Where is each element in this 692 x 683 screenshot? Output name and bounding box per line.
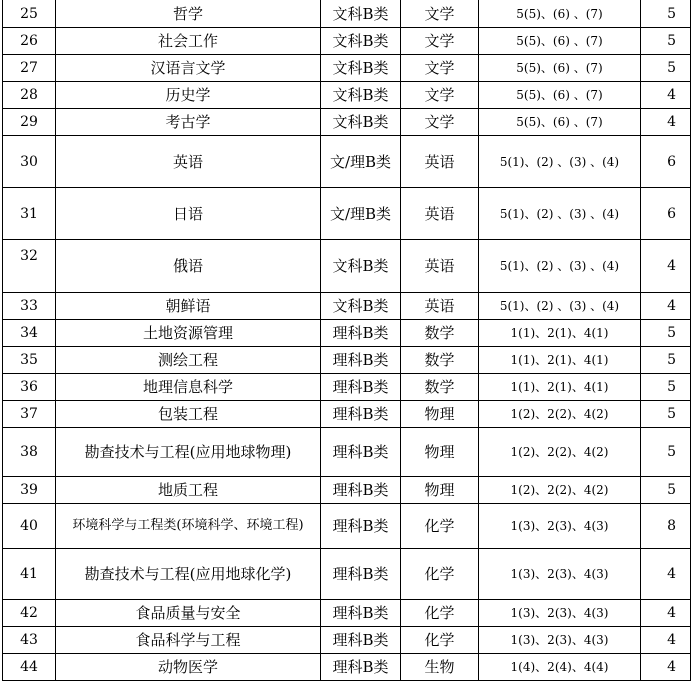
chosen-subjects-cell: 5(1)、(2) 、(3) 、(4): [479, 188, 641, 240]
subject-cell: 物理: [401, 477, 479, 504]
row-number: 29: [3, 109, 56, 136]
major-name: 包装工程: [56, 401, 321, 428]
chosen-subjects-cell: 1(1)、2(1)、4(1): [479, 374, 641, 401]
category-cell: 理科B类: [321, 428, 401, 477]
count-cell: 4: [641, 82, 691, 109]
subject-cell: 数学: [401, 320, 479, 347]
count-cell: 5: [641, 347, 691, 374]
category-cell: 文/理B类: [321, 188, 401, 240]
subject-cell: 化学: [401, 504, 479, 549]
major-name: 俄语: [56, 240, 321, 293]
subject-cell: 生物: [401, 654, 479, 681]
subject-cell: 英语: [401, 293, 479, 320]
table-row: [3, 136, 691, 188]
table-row: [3, 401, 691, 428]
subject-cell: 文学: [401, 28, 479, 55]
row-number: 31: [3, 188, 56, 240]
category-cell: 理科B类: [321, 600, 401, 627]
category-cell: 理科B类: [321, 374, 401, 401]
table-row: [3, 55, 691, 82]
subject-cell: 文学: [401, 0, 479, 28]
table-row: [3, 428, 691, 477]
chosen-subjects-cell: 5(5)、(6) 、(7): [479, 82, 641, 109]
table-row: [3, 347, 691, 374]
row-number: 30: [3, 136, 56, 188]
major-name: 考古学: [56, 109, 321, 136]
chosen-subjects-cell: 1(1)、2(1)、4(1): [479, 347, 641, 374]
majors-table-body: [3, 0, 691, 681]
chosen-subjects-cell: 1(3)、2(3)、4(3): [479, 504, 641, 549]
chosen-subjects-cell: 1(2)、2(2)、4(2): [479, 401, 641, 428]
major-name: 哲学: [56, 0, 321, 28]
category-cell: 理科B类: [321, 504, 401, 549]
category-cell: 文科B类: [321, 109, 401, 136]
row-number: 36: [3, 374, 56, 401]
table-row: [3, 549, 691, 600]
count-cell: 6: [641, 136, 691, 188]
category-cell: 理科B类: [321, 627, 401, 654]
count-cell: 4: [641, 600, 691, 627]
subject-cell: 数学: [401, 374, 479, 401]
row-number: 32: [3, 240, 56, 293]
major-name: 地质工程: [56, 477, 321, 504]
count-cell: 5: [641, 55, 691, 82]
count-cell: 5: [641, 320, 691, 347]
row-number: 39: [3, 477, 56, 504]
subject-cell: 英语: [401, 136, 479, 188]
subject-cell: 化学: [401, 549, 479, 600]
category-cell: 文科B类: [321, 240, 401, 293]
major-name: 测绘工程: [56, 347, 321, 374]
chosen-subjects-cell: 5(1)、(2) 、(3) 、(4): [479, 240, 641, 293]
table-row: [3, 654, 691, 681]
category-cell: 理科B类: [321, 401, 401, 428]
row-number: 40: [3, 504, 56, 549]
row-number: 43: [3, 627, 56, 654]
chosen-subjects-cell: 1(3)、2(3)、4(3): [479, 600, 641, 627]
count-cell: 5: [641, 477, 691, 504]
chosen-subjects-cell: 5(5)、(6) 、(7): [479, 55, 641, 82]
row-number: 35: [3, 347, 56, 374]
majors-table: [2, 0, 691, 681]
chosen-subjects-cell: 5(5)、(6) 、(7): [479, 109, 641, 136]
chosen-subjects-cell: 5(1)、(2) 、(3) 、(4): [479, 293, 641, 320]
row-number: 25: [3, 0, 56, 28]
table-row: [3, 109, 691, 136]
count-cell: 4: [641, 654, 691, 681]
table-row: [3, 188, 691, 240]
table-row: [3, 627, 691, 654]
count-cell: 6: [641, 188, 691, 240]
subject-cell: 英语: [401, 240, 479, 293]
category-cell: 理科B类: [321, 320, 401, 347]
major-name: 汉语言文学: [56, 55, 321, 82]
table-row: [3, 28, 691, 55]
subject-cell: 物理: [401, 401, 479, 428]
category-cell: 文科B类: [321, 82, 401, 109]
subject-cell: 物理: [401, 428, 479, 477]
chosen-subjects-cell: 1(3)、2(3)、4(3): [479, 627, 641, 654]
count-cell: 5: [641, 28, 691, 55]
major-name: 日语: [56, 188, 321, 240]
chosen-subjects-cell: 1(2)、2(2)、4(2): [479, 477, 641, 504]
table-row: [3, 240, 691, 293]
count-cell: 5: [641, 374, 691, 401]
category-cell: 理科B类: [321, 477, 401, 504]
table-row: [3, 374, 691, 401]
subject-cell: 文学: [401, 55, 479, 82]
table-row: [3, 0, 691, 28]
major-name: 食品科学与工程: [56, 627, 321, 654]
major-name: 土地资源管理: [56, 320, 321, 347]
category-cell: 文科B类: [321, 55, 401, 82]
row-number: 27: [3, 55, 56, 82]
category-cell: 理科B类: [321, 549, 401, 600]
table-row: [3, 293, 691, 320]
row-number: 33: [3, 293, 56, 320]
category-cell: 理科B类: [321, 347, 401, 374]
table-row: [3, 504, 691, 549]
subject-cell: 文学: [401, 109, 479, 136]
table-row: [3, 320, 691, 347]
category-cell: 文/理B类: [321, 136, 401, 188]
chosen-subjects-cell: 5(5)、(6) 、(7): [479, 0, 641, 28]
chosen-subjects-cell: 1(3)、2(3)、4(3): [479, 549, 641, 600]
row-number: 37: [3, 401, 56, 428]
count-cell: 8: [641, 504, 691, 549]
row-number: 28: [3, 82, 56, 109]
major-name: 朝鲜语: [56, 293, 321, 320]
count-cell: 5: [641, 0, 691, 28]
count-cell: 4: [641, 109, 691, 136]
category-cell: 文科B类: [321, 0, 401, 28]
major-name: 动物医学: [56, 654, 321, 681]
table-row: [3, 82, 691, 109]
row-number: 34: [3, 320, 56, 347]
chosen-subjects-cell: 1(2)、2(2)、4(2): [479, 428, 641, 477]
count-cell: 4: [641, 627, 691, 654]
subject-cell: 英语: [401, 188, 479, 240]
row-number: 41: [3, 549, 56, 600]
count-cell: 4: [641, 549, 691, 600]
category-cell: 理科B类: [321, 654, 401, 681]
table-row: [3, 477, 691, 504]
count-cell: 4: [641, 293, 691, 320]
row-number: 44: [3, 654, 56, 681]
major-name: 英语: [56, 136, 321, 188]
chosen-subjects-cell: 5(1)、(2) 、(3) 、(4): [479, 136, 641, 188]
category-cell: 文科B类: [321, 28, 401, 55]
table-row: [3, 600, 691, 627]
category-cell: 文科B类: [321, 293, 401, 320]
major-name: 勘查技术与工程(应用地球化学): [56, 549, 321, 600]
major-name: 社会工作: [56, 28, 321, 55]
major-name: 勘查技术与工程(应用地球物理): [56, 428, 321, 477]
major-name: 环境科学与工程类(环境科学、环境工程): [56, 504, 321, 549]
row-number: 26: [3, 28, 56, 55]
subject-cell: 化学: [401, 600, 479, 627]
count-cell: 4: [641, 240, 691, 293]
count-cell: 5: [641, 401, 691, 428]
major-name: 地理信息科学: [56, 374, 321, 401]
chosen-subjects-cell: 1(4)、2(4)、4(4): [479, 654, 641, 681]
chosen-subjects-cell: 1(1)、2(1)、4(1): [479, 320, 641, 347]
row-number: 38: [3, 428, 56, 477]
subject-cell: 数学: [401, 347, 479, 374]
subject-cell: 化学: [401, 627, 479, 654]
major-name: 历史学: [56, 82, 321, 109]
chosen-subjects-cell: 5(5)、(6) 、(7): [479, 28, 641, 55]
subject-cell: 文学: [401, 82, 479, 109]
count-cell: 5: [641, 428, 691, 477]
row-number: 42: [3, 600, 56, 627]
major-name: 食品质量与安全: [56, 600, 321, 627]
